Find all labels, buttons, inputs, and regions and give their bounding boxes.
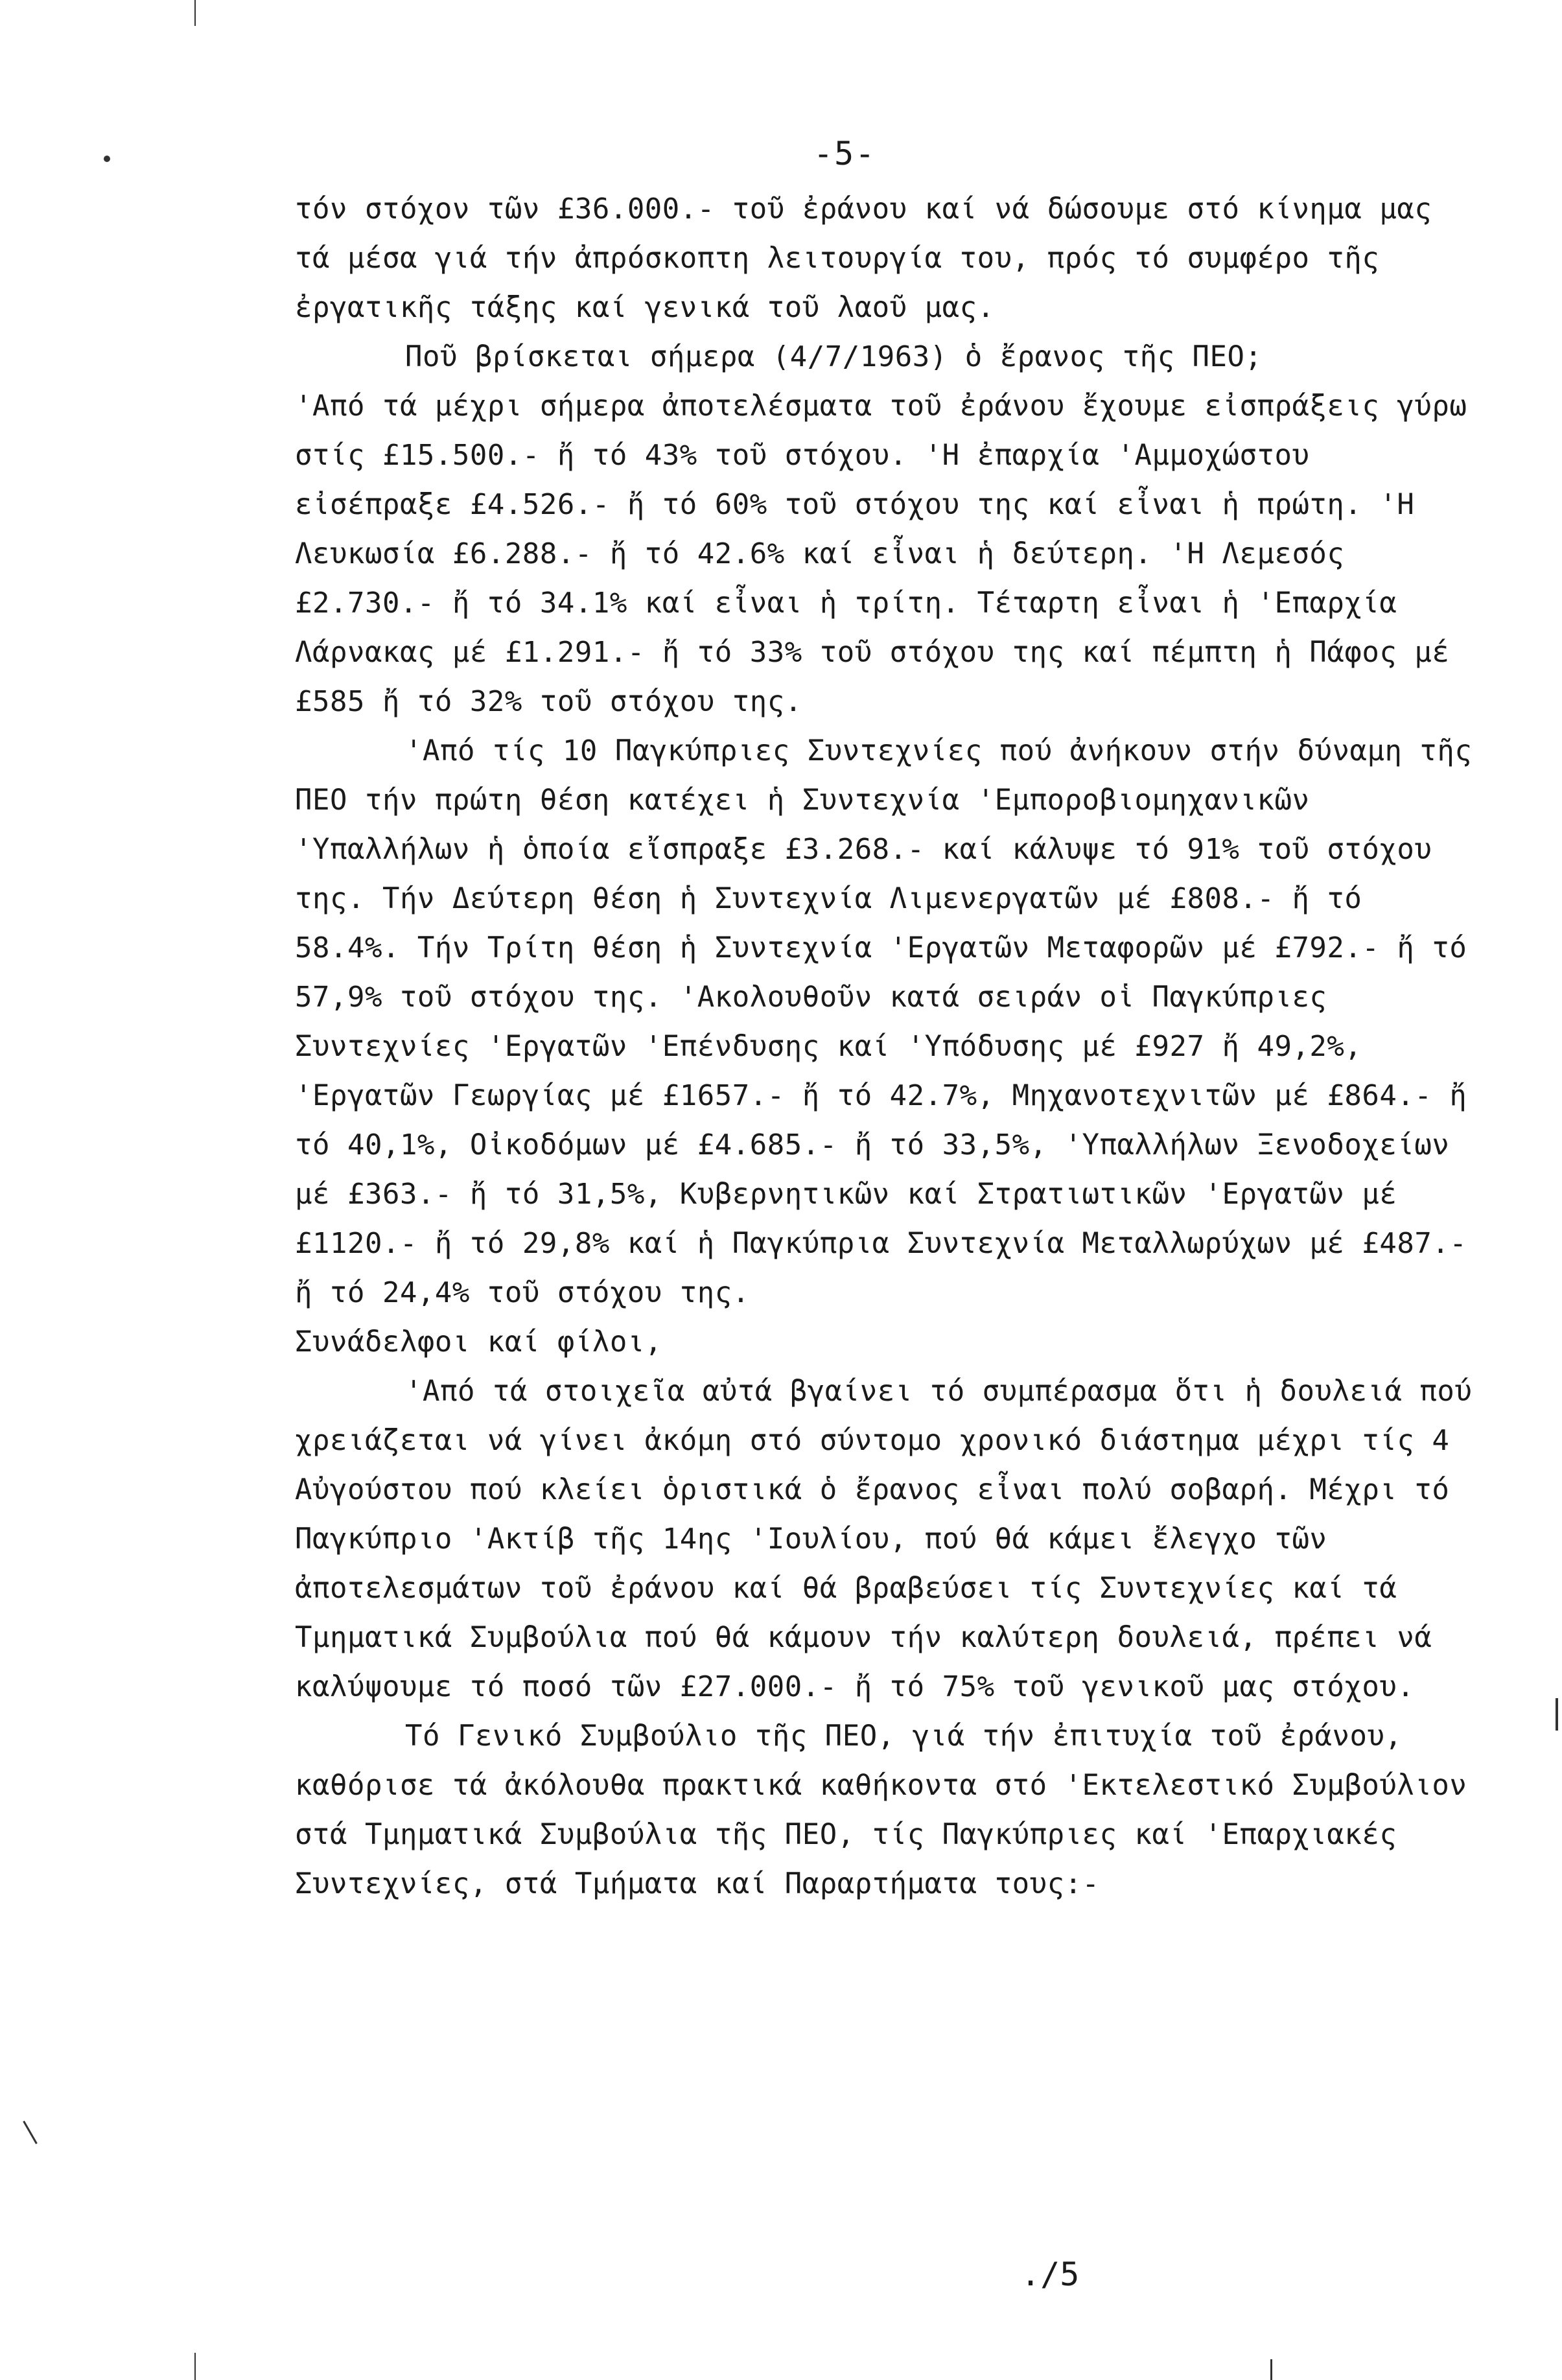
continuation-marker: ./5 <box>1021 2256 1080 2293</box>
scan-mark <box>194 2353 196 2380</box>
paragraph-5: 'Από τά στοιχεῖα αὐτά βγαίνει τό συμπέρασμα ὅτι ἡ δουλειά πού χρειάζεται νά γίνει ἀκόμη στό σύντομο χρονικό διάστημα μέχρι τίς 4 Αὐγούστου πού κλείει ὁριστικά ὁ ἔρανος εἶναι πολύ σοβαρή. Μέχρι τό Παγκύπριο 'Ακτίβ τῆς 14ης 'Ιουλίου, πού θά κάμει ἔλεγχο τῶν ἀποτελεσμάτων τοῦ ἐράνου καί θά βραβεύσει τίς Συντεχνίες καί τά Τμηματικά Συμβούλια πού θά κάμουν τήν καλύτερη δουλειά, πρέπει νά καλύψουμε τό ποσό τῶν £27.000.- ἤ τό 75% τοῦ γενικοῦ μας στόχου. <box>295 1375 1473 1703</box>
paragraph-3: 'Από τά μέχρι σήμερα ἀποτελέσματα τοῦ ἐράνου ἔχουμε εἰσπράξεις γύρω στίς £15.500.- ἤ τό 43% τοῦ στόχου. 'Η ἐπαρχία 'Αμμοχώστου εἰσέπραξε £4.526.- ἤ τό 60% τοῦ στόχου της καί εἶναι ἡ πρώτη. 'Η Λευκωσία £6.288.- ἤ τό 42.6% καί εἶναι ἡ δεύτερη. 'Η Λεμεσός £2.730.- ἤ τό 34.1% καί εἶναι ἡ τρίτη. Τέταρτη εἶναι ἡ 'Επαρχία Λάρνακας μέ £1.291.- ἤ τό 33% τοῦ στόχου της καί πέμπτη ἡ Πάφος μέ £585 ἤ τό 32% τοῦ στόχου της. <box>295 390 1467 718</box>
paragraph-2: Ποῦ βρίσκεται σήμερα (4/7/1963) ὁ ἔρανος τῆς ΠΕΟ; <box>405 340 1263 373</box>
page-number: -5- <box>813 135 876 172</box>
scan-mark <box>1270 2359 1272 2380</box>
scan-mark <box>1556 1698 1558 1731</box>
paragraph-1: τόν στόχον τῶν £36.000.- τοῦ ἐράνου καί νά δώσουμε στό κίνημα μας τά μέσα γιά τήν ἀπρόσκοπτη λειτουργία του, πρός τό συμφέρο τῆς ἐργατικῆς τάξης καί γενικά τοῦ λαοῦ μας. <box>295 192 1432 324</box>
body-text <box>295 185 1475 1909</box>
salutation: Συνάδελφοι καί φίλοι, <box>295 1325 662 1359</box>
scan-mark <box>104 156 110 162</box>
paragraph-6: Τό Γενικό Συμβούλιο τῆς ΠΕΟ, γιά τήν ἐπιτυχία τοῦ ἐράνου, καθόρισε τά ἀκόλουθα πρακτικά καθήκοντα στό 'Εκτελεστικό Συμβούλιον στά Τμηματικά Συμβούλια τῆς ΠΕΟ, τίς Παγκύπριες καί 'Επαρχιακές Συντεχνίες, στά Τμήματα καί Παραρτήματα τους:- <box>295 1720 1467 1900</box>
scan-mark <box>194 0 196 26</box>
scan-mark <box>23 2121 38 2144</box>
paragraph-4: 'Από τίς 10 Παγκύπριες Συντεχνίες πού ἀνήκουν στήν δύναμη τῆς ΠΕΟ τήν πρώτη θέση κατέχει ἡ Συντεχνία 'Εμποροβιομηχανικῶν 'Υπαλλήλων ἡ ὁποία εἴσπραξε £3.268.- καί κάλυψε τό 91% τοῦ στόχου της. Τήν Δεύτερη θέση ἡ Συντεχνία Λιμενεργατῶν μέ £808.- ἤ τό 58.4%. Τήν Τρίτη θέση ἡ Συντεχνία 'Εργατῶν Μεταφορῶν μέ £792.- ἤ τό 57,9% τοῦ στόχου της. 'Ακολουθοῦν κατά σειράν οἱ Παγκύπριες Συντεχνίες 'Εργατῶν 'Επένδυσης καί 'Υπόδυσης μέ £927 ἤ 49,2%, 'Εργατῶν Γεωργίας μέ £1657.- ἤ τό 42.7%, Μηχανοτεχνιτῶν μέ £864.- ἤ τό 40,1%, Οἰκοδόμων μέ £4.685.- ἤ τό 33,5%, 'Υπαλλήλων Ξενοδοχείων μέ £363.- ἤ τό 31,5%, Κυβερνητικῶν καί Στρατιωτικῶν 'Εργατῶν μέ £1120.- ἤ τό 29,8% καί ἡ Παγκύπρια Συντεχνία Μεταλλωρύχων μέ £487.- ἤ τό 24,4% τοῦ στόχου της. <box>295 734 1473 1309</box>
